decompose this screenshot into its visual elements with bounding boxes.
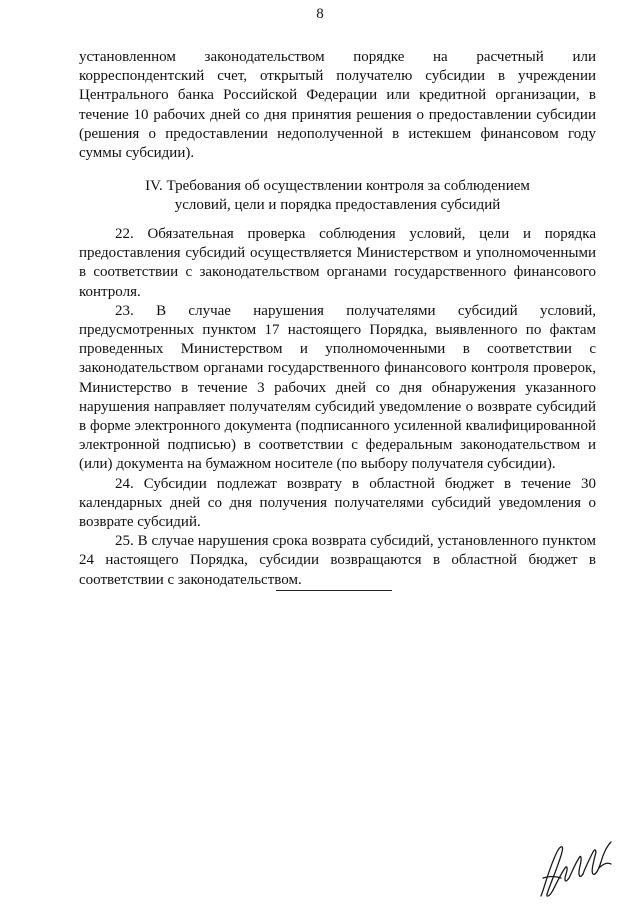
section-heading-line-1: IV. Требования об осуществлении контроля за соблюдением [145,178,530,194]
handwritten-signature [535,838,615,900]
continuation-paragraph: установленном законодательством порядке на расчетный или корреспондентский счет, открытый получателю субсидии в учреждении Центрального банка Российской Федерации или кредитной организации, в течение 10 рабочих дней со дня принятия решения о предоставлении субсидии (решения о предоставлении недополученной в истекшем финансовом году суммы субсидии). [79,49,596,162]
paragraph-25: 25. В случае нарушения срока возврата субсидий, установленного пунктом 24 настоящего Порядка, субсидии возвращаются в областной бюджет в соответствии с законодательством. [79,533,596,588]
section-heading [79,177,596,215]
section-heading-line-2: условий, цели и порядка предоставления субсидий [174,197,501,214]
paragraph-23: 23. В случае нарушения получателями субсидий условий, предусмотренных пунктом 17 настоящего Порядка, выявленного по фактам проведенных Министерством и уполномоченными в соответствии с законодательством органами государственного финансового контроля проверок, Министерство в течение 3 рабочих дней со дня обнаружения указанного нарушения направляет получателям субсидий уведомление о возврате субсидий в форме электронного документа (подписанного усиленной квалифицированной электронной подписью) в соответствии с федеральным законодательством и (или) документа на бумажном носителе (по выбору получателя субсидии). [79,302,596,473]
paragraph-22: 22. Обязательная проверка соблюдения условий, цели и порядка предоставления субсидий осуществляется Министерством и уполномоченными в соответствии с законодательством органами государственного финансового контроля. [79,226,596,300]
continuation-block [79,48,596,163]
section-body [79,225,596,590]
paragraph-24: 24. Субсидии подлежат возврату в областной бюджет в течение 30 календарных дней со дня получения получателями субсидий уведомления о возврате субсидий. [79,475,596,531]
end-separator-line [276,590,392,591]
page-number: 8 [316,6,324,22]
